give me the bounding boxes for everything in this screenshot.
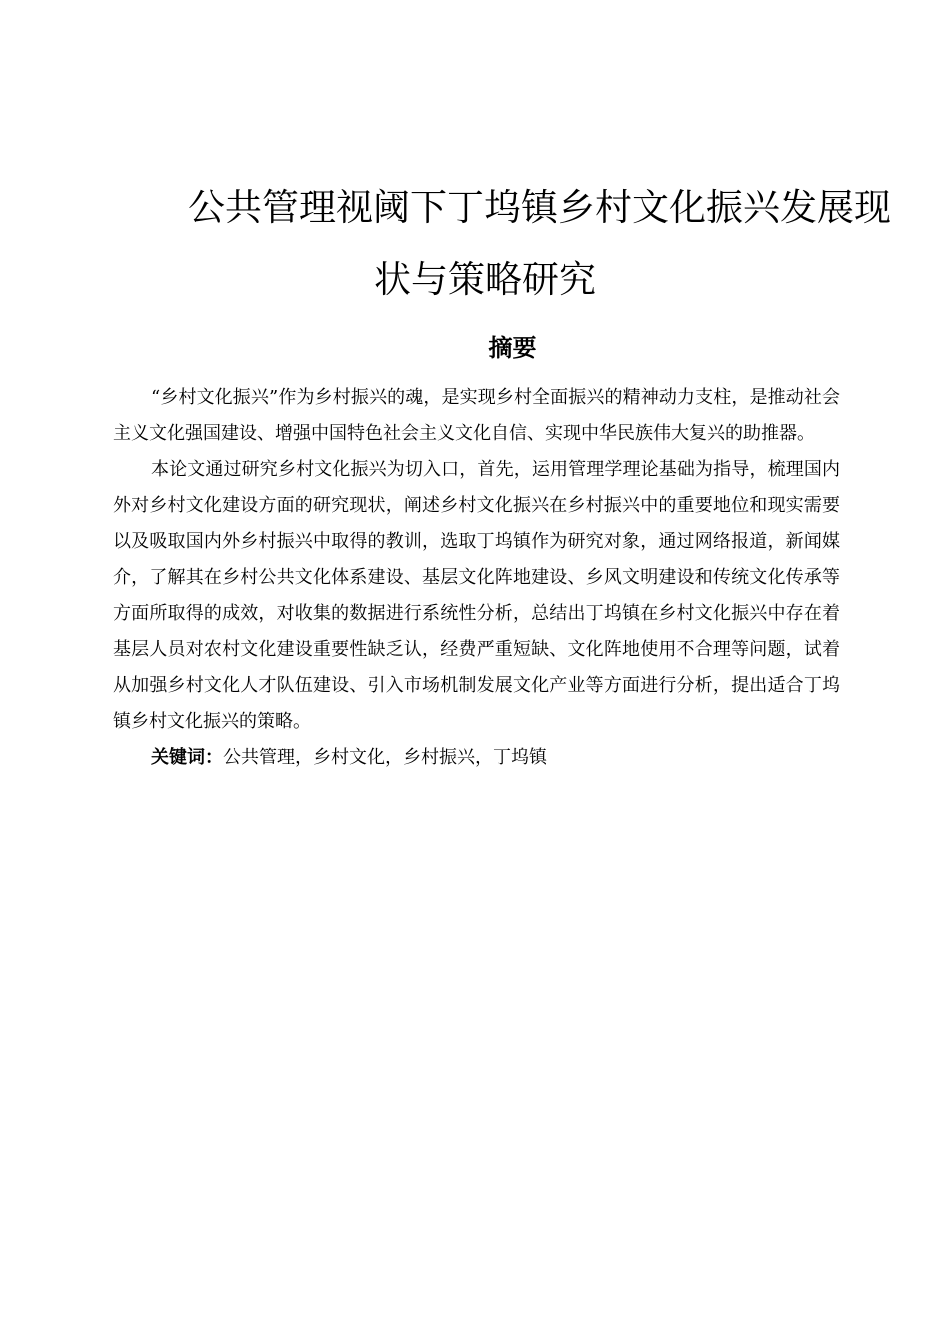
abstract-body xyxy=(113,380,840,776)
abstract-heading: 摘要 xyxy=(488,334,537,362)
abstract-paragraph-1: “乡村文化振兴”作为乡村振兴的魂，是实现乡村全面振兴的精神动力支柱，是推动社会主义文化强国建设、增强中国特色社会主义文化自信、实现中华民族伟大复兴的助推器。 xyxy=(113,387,840,444)
keywords-line xyxy=(113,740,840,776)
paper-title-line-2: 状与策略研究 xyxy=(374,258,596,301)
abstract-paragraph-2: 本论文通过研究乡村文化振兴为切入口，首先，运用管理学理论基础为指导，梳理国内外对乡村文化建设方面的研究现状，阐述乡村文化振兴在乡村振兴中的重要地位和现实需要以及吸取国内外乡村振兴中取得的教训，选取丁坞镇作为研究对象，通过网络报道，新闻媒介，了解其在乡村公共文化体系建设、基层文化阵地建设、乡风文明建设和传统文化传承等方面所取得的成效，对收集的数据进行系统性分析，总结出丁坞镇在乡村文化振兴中存在着基层人员对农村文化建设重要性缺乏认，经费严重短缺、文化阵地使用不合理等问题，试着从加强乡村文化人才队伍建设、引入市场机制发展文化产业等方面进行分析，提出适合丁坞镇乡村文化振兴的策略。 xyxy=(113,459,840,732)
keywords-list: 公共管理，乡村文化，乡村振兴，丁坞镇 xyxy=(223,747,547,768)
keywords-label: 关键词： xyxy=(151,747,223,768)
paper-title-line-1: 公共管理视阈下丁坞镇乡村文化振兴发展现 xyxy=(188,186,891,229)
